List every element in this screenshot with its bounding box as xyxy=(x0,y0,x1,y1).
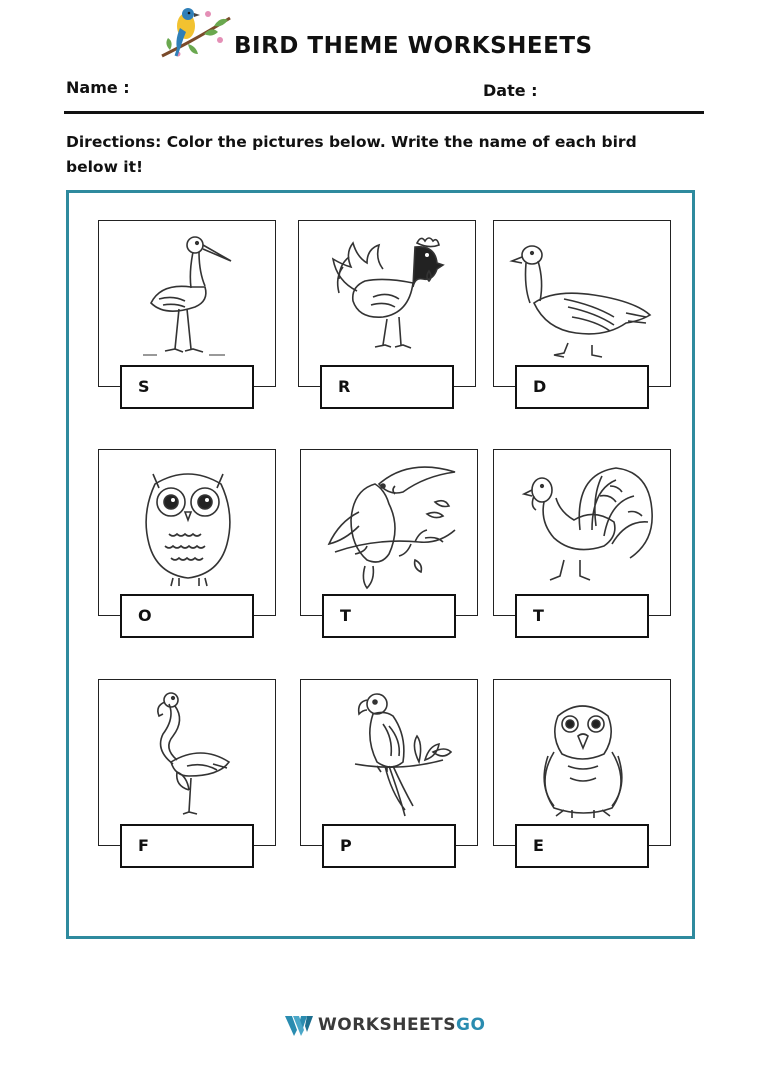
footer-brand-main: WORKSHEETS xyxy=(318,1015,457,1035)
date-label: Date : xyxy=(483,81,538,100)
stork-icon xyxy=(113,227,263,363)
page-title: BIRD THEME WORKSHEETS xyxy=(234,33,593,59)
answer-box[interactable]: T xyxy=(322,594,456,638)
worksheet-frame xyxy=(66,190,695,939)
bird-on-branch-icon xyxy=(158,4,234,62)
name-label: Name : xyxy=(66,78,130,97)
header-divider xyxy=(64,111,704,114)
bird-picture-box xyxy=(493,220,671,387)
bird-picture-box xyxy=(493,679,671,846)
answer-box[interactable]: D xyxy=(515,365,649,409)
w-logo-icon xyxy=(284,1014,314,1038)
answer-box[interactable]: O xyxy=(120,594,254,638)
turkey-icon xyxy=(508,456,658,592)
duck-icon xyxy=(508,227,658,363)
directions-text: Directions: Color the pictures below. Write the name of each bird below it! xyxy=(66,133,637,176)
bird-picture-box xyxy=(300,449,478,616)
bird-picture-box xyxy=(493,449,671,616)
rooster-icon xyxy=(313,227,463,363)
answer-box[interactable]: E xyxy=(515,824,649,868)
answer-box[interactable]: P xyxy=(322,824,456,868)
bird-picture-box xyxy=(98,220,276,387)
toucan-icon xyxy=(315,456,465,592)
footer-brand-accent: GO xyxy=(456,1015,486,1035)
answer-box[interactable]: S xyxy=(120,365,254,409)
bird-picture-box xyxy=(298,220,476,387)
flamingo-icon xyxy=(113,686,263,822)
answer-box[interactable]: T xyxy=(515,594,649,638)
bird-picture-box xyxy=(98,449,276,616)
bird-picture-box xyxy=(300,679,478,846)
eagle-icon xyxy=(508,686,658,822)
parrot-icon xyxy=(315,686,465,822)
answer-box[interactable]: F xyxy=(120,824,254,868)
bird-picture-box xyxy=(98,679,276,846)
answer-box[interactable]: R xyxy=(320,365,454,409)
owl-icon xyxy=(113,456,263,592)
